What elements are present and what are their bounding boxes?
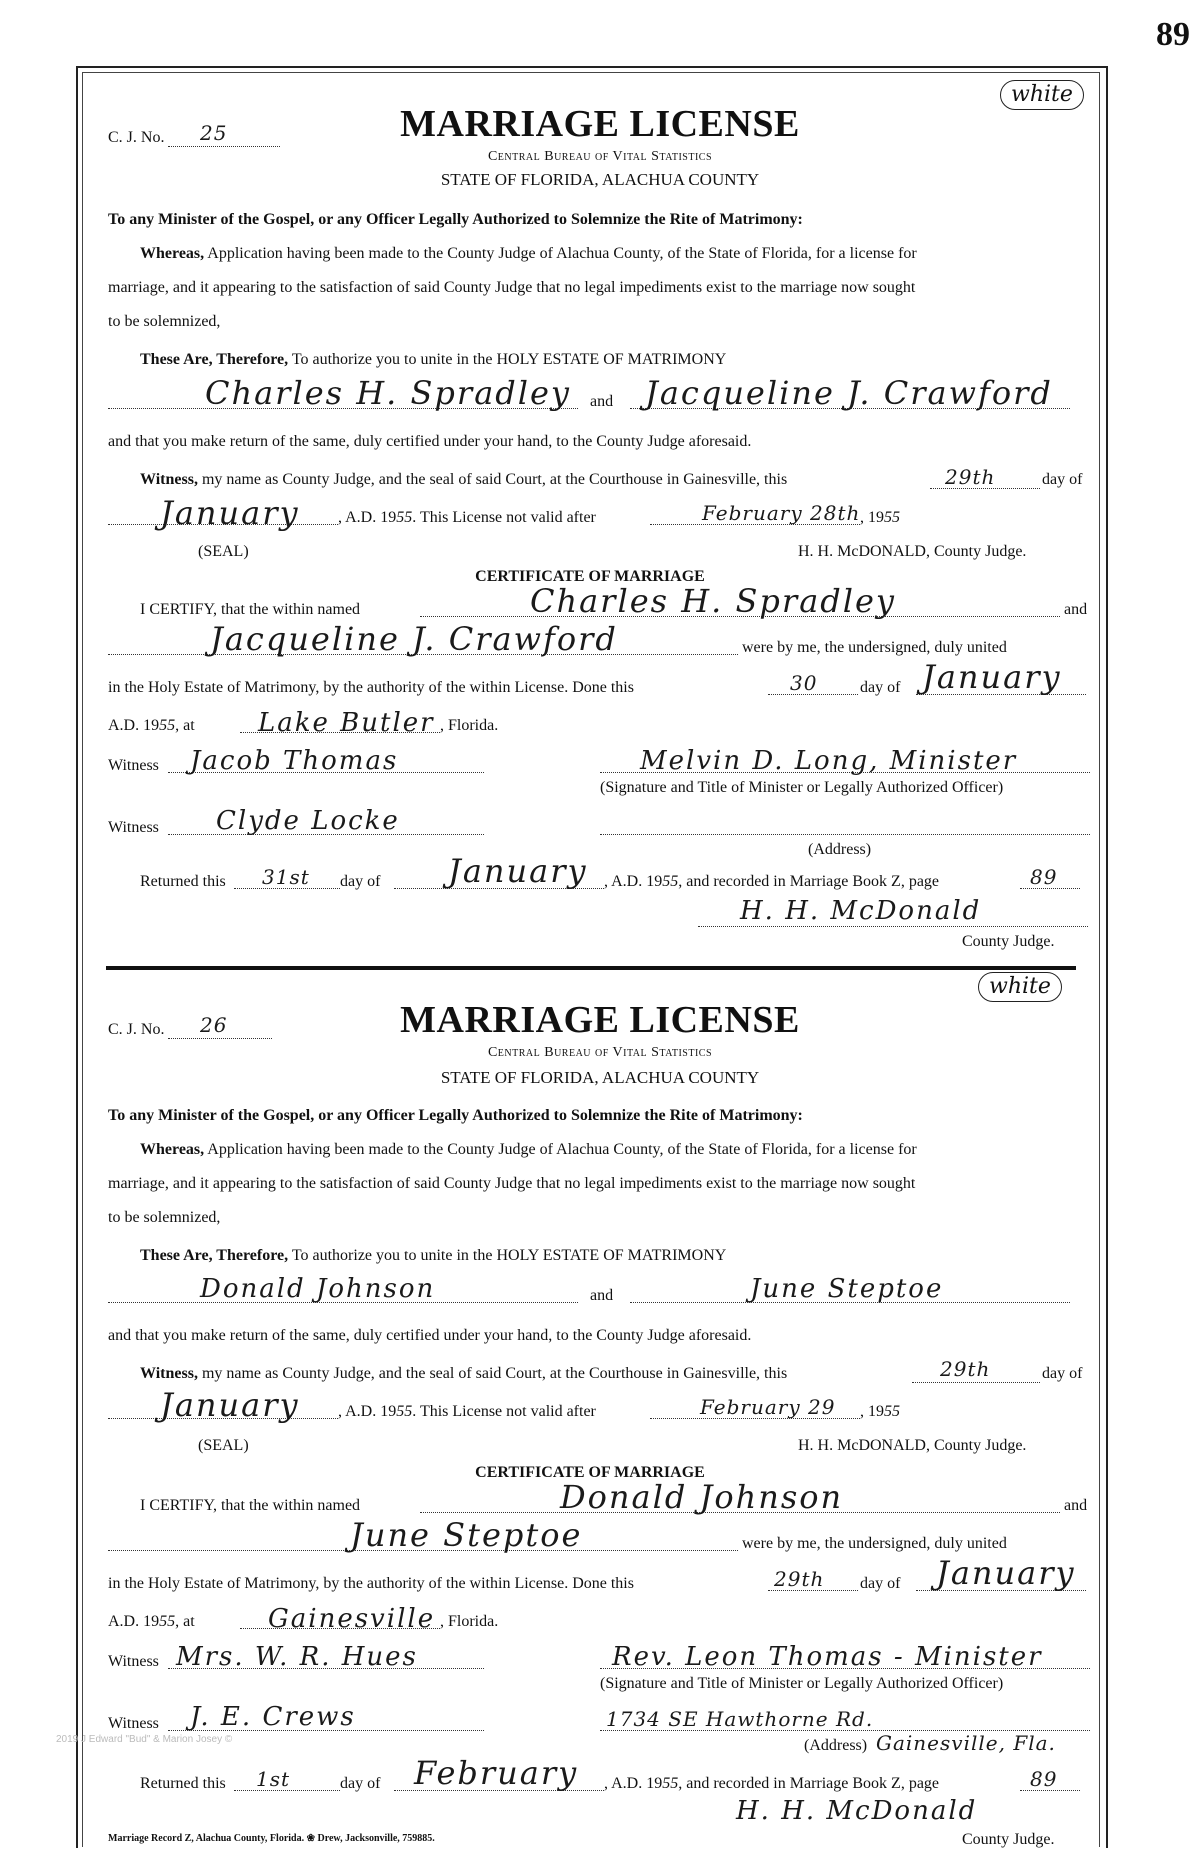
- whereas-line-3: to be solemnized,: [108, 313, 221, 330]
- whereas-bold: Whereas,: [140, 1141, 205, 1158]
- bride-name: Jacqueline J. Crawford: [645, 374, 1053, 412]
- signature-caption: (Signature and Title of Minister or Legally Authorized Officer): [600, 1675, 1004, 1692]
- these-are-bold: These Are, Therefore,: [140, 1247, 289, 1264]
- address-caption: (Address): [804, 1737, 868, 1754]
- judge-name: H. H. McDONALD, County Judge.: [798, 543, 1027, 560]
- recorded-row: [604, 872, 939, 892]
- cert-and-word: and: [1064, 601, 1088, 618]
- license-year-row: [338, 508, 596, 528]
- whereas-bold: Whereas,: [140, 245, 205, 262]
- day-of-label: day of: [1042, 1365, 1083, 1382]
- book-page: 89: [1030, 865, 1058, 889]
- cert-groom-name: Charles H. Spradley: [530, 582, 896, 620]
- florida-label: , Florida.: [440, 1613, 499, 1630]
- returned-month: February: [414, 1754, 579, 1792]
- signature-caption: (Signature and Title of Minister or Legally Authorized Officer): [600, 779, 1004, 796]
- done-day-of-label: day of: [860, 1575, 901, 1592]
- were-by-label: were by me, the undersigned, duly united: [742, 639, 1007, 656]
- these-are-text: To authorize you to unite in the HOLY ESTATE OF MATRIMONY: [291, 1247, 727, 1264]
- holy-estate-label: in the Holy Estate of Matrimony, by the authority of the within License. Done this: [108, 1575, 634, 1592]
- license-year-row: [338, 1402, 596, 1422]
- returned-ad-label: , A.D. 19: [604, 1775, 663, 1792]
- certify-label: I CERTIFY, that the within named: [140, 601, 361, 618]
- day-of-label: day of: [1042, 471, 1083, 488]
- license-title: MARRIAGE LICENSE: [400, 103, 800, 145]
- ad-label: , A.D. 19: [338, 509, 397, 526]
- county-judge-label: County Judge.: [962, 1831, 1055, 1848]
- witness-text: my name as County Judge, and the seal of said Court, at the Courthouse in Gainesville, this: [201, 471, 788, 488]
- officiant-address-line: [600, 834, 1090, 835]
- officiant-address: 1734 SE Hawthorne Rd.: [606, 1707, 874, 1731]
- returned-day-of: day of: [340, 873, 381, 890]
- whereas-text-1: Application having been made to the County Judge of Alachua County, of the State of Florida, for a license for: [207, 1141, 917, 1158]
- cj-number-line: [168, 146, 280, 147]
- license-year: 55: [396, 1403, 413, 1420]
- bureau-name: Central Bureau of Vital Statistics: [487, 149, 713, 164]
- license-day-line: [912, 1382, 1040, 1383]
- witness-issue-line: [140, 1364, 787, 1384]
- witness-issue-line: [140, 470, 1070, 490]
- state-county: STATE OF FLORIDA, ALACHUA COUNTY: [440, 1068, 760, 1087]
- race-tag: white: [978, 972, 1062, 1002]
- cert-bride-name: Jacqueline J. Crawford: [210, 620, 618, 658]
- bureau-name: Central Bureau of Vital Statistics: [487, 1045, 713, 1060]
- done-year: 55: [159, 1613, 176, 1630]
- return-line: and that you make return of the same, duly certified under your hand, to the County Judge aforesaid.: [108, 1327, 752, 1344]
- expiry-date: February 29: [700, 1395, 836, 1419]
- return-line: and that you make return of the same, duly certified under your hand, to the County Judge aforesaid.: [108, 433, 752, 450]
- license-divider: [106, 966, 1076, 970]
- expiry-year: 55: [884, 1403, 900, 1420]
- done-year-label: [108, 1612, 195, 1632]
- these-are-line: [140, 350, 726, 370]
- expiry-date: February 28th: [702, 501, 861, 525]
- license-month: January: [160, 494, 300, 532]
- returned-day: 31st: [262, 865, 310, 889]
- expiry-year: 55: [884, 509, 900, 526]
- judge-signature: H. H. McDonald: [736, 1796, 978, 1826]
- whereas-line-1: [140, 1140, 917, 1160]
- cj-number-line: [168, 1038, 272, 1039]
- witness1-name: Jacob Thomas: [190, 746, 399, 776]
- these-are-bold: These Are, Therefore,: [140, 351, 289, 368]
- recorded-row: [604, 1774, 939, 1794]
- officiant-city: Gainesville, Fla.: [876, 1731, 1056, 1755]
- cert-and-word: and: [1064, 1497, 1088, 1514]
- returned-ad-label: , A.D. 19: [604, 873, 663, 890]
- and-word: and: [590, 393, 614, 410]
- witness2-label: Witness: [108, 1715, 159, 1732]
- groom-name: Charles H. Spradley: [205, 374, 571, 412]
- license-day: 29th: [940, 1357, 991, 1381]
- returned-label: Returned this: [140, 1775, 226, 1792]
- ad-19-label: A.D. 19: [108, 1613, 160, 1630]
- witness-text: my name as County Judge, and the seal of said Court, at the Courthouse in Gainesville, this: [201, 1365, 788, 1382]
- witness1-label: Witness: [108, 757, 159, 774]
- done-day: 30: [790, 671, 818, 695]
- at-label: , at: [175, 717, 195, 734]
- race-tag: white: [1000, 80, 1084, 110]
- done-month: January: [922, 658, 1062, 696]
- certificate-title: CERTIFICATE OF MARRIAGE: [475, 1464, 705, 1481]
- cert-groom-name: Donald Johnson: [560, 1478, 844, 1516]
- address-line: To any Minister of the Gospel, or any Officer Legally Authorized to Solemnize the Rite of Matrimony:: [108, 1107, 803, 1124]
- license-day: 29th: [945, 465, 996, 489]
- whereas-line-3: to be solemnized,: [108, 1209, 221, 1226]
- license-month: January: [160, 1386, 300, 1424]
- marriage-place: Gainesville: [268, 1604, 436, 1634]
- returned-year: 55: [662, 873, 679, 890]
- done-year: 55: [159, 717, 176, 734]
- not-valid-label: . This License not valid after: [412, 509, 596, 526]
- ad-label: , A.D. 19: [338, 1403, 397, 1420]
- bride-name: June Steptoe: [750, 1274, 944, 1304]
- address-caption: (Address): [808, 841, 872, 858]
- groom-name: Donald Johnson: [200, 1274, 436, 1304]
- expiry-year-row: [860, 1402, 900, 1422]
- whereas-line-1: [140, 244, 917, 264]
- certificate-title: CERTIFICATE OF MARRIAGE: [475, 568, 705, 585]
- judge-signature: H. H. McDonald: [740, 896, 982, 926]
- license-year: 55: [396, 509, 413, 526]
- seal-label: (SEAL): [198, 1437, 249, 1454]
- county-judge-label: County Judge.: [962, 933, 1055, 950]
- expiry-19-label: , 19: [860, 1403, 884, 1420]
- ad-19-label: A.D. 19: [108, 717, 160, 734]
- cert-bride-name: June Steptoe: [350, 1516, 583, 1554]
- certify-label: I CERTIFY, that the within named: [140, 1497, 361, 1514]
- expiry-year-row: [860, 508, 900, 528]
- done-month: January: [936, 1554, 1076, 1592]
- done-day-of-label: day of: [860, 679, 901, 696]
- whereas-line-2: marriage, and it appearing to the satisfaction of said County Judge that no legal impediments exist to the marriage now sought: [108, 1175, 916, 1192]
- judge-signature-line: [698, 926, 1088, 927]
- witness2-name: J. E. Crews: [190, 1702, 356, 1732]
- license-title: MARRIAGE LICENSE: [400, 999, 800, 1041]
- copyright-watermark: 2019 J Edward "Bud" & Marion Josey ©: [56, 1734, 233, 1745]
- recorded-text: , and recorded in Marriage Book Z, page: [678, 1775, 940, 1792]
- state-county: STATE OF FLORIDA, ALACHUA COUNTY: [440, 170, 760, 189]
- whereas-text-1: Application having been made to the County Judge of Alachua County, of the State of Florida, for a license for: [207, 245, 917, 262]
- witness-bold: Witness,: [140, 1365, 198, 1382]
- done-day: 29th: [774, 1567, 825, 1591]
- witness1-name: Mrs. W. R. Hues: [176, 1642, 418, 1672]
- expiry-19-label: , 19: [860, 509, 884, 526]
- witness2-name: Clyde Locke: [216, 806, 400, 836]
- returned-day: 1st: [256, 1767, 291, 1791]
- cj-number: 26: [200, 1013, 228, 1037]
- officiant-signature: Melvin D. Long, Minister: [640, 746, 1018, 776]
- these-are-line: [140, 1246, 726, 1266]
- page-number: 89: [1156, 16, 1190, 53]
- not-valid-label: . This License not valid after: [412, 1403, 596, 1420]
- holy-estate-label: in the Holy Estate of Matrimony, by the authority of the within License. Done this: [108, 679, 634, 696]
- returned-month: January: [448, 852, 588, 890]
- were-by-label: were by me, the undersigned, duly united: [742, 1535, 1007, 1552]
- returned-label: Returned this: [140, 873, 226, 890]
- and-word: and: [590, 1287, 614, 1304]
- record-footer: Marriage Record Z, Alachua County, Florida. ❀ Drew, Jacksonville, 759885.: [108, 1833, 435, 1844]
- officiant-signature: Rev. Leon Thomas - Minister: [612, 1642, 1043, 1672]
- recorded-text: , and recorded in Marriage Book Z, page: [678, 873, 940, 890]
- done-year-label: [108, 716, 195, 736]
- returned-day-of: day of: [340, 1775, 381, 1792]
- cj-number: 25: [200, 121, 228, 145]
- seal-label: (SEAL): [198, 543, 249, 560]
- cj-number-label: C. J. No.: [108, 129, 165, 146]
- at-label: , at: [175, 1613, 195, 1630]
- these-are-text: To authorize you to unite in the HOLY ESTATE OF MATRIMONY: [291, 351, 727, 368]
- address-line: To any Minister of the Gospel, or any Officer Legally Authorized to Solemnize the Rite of Matrimony:: [108, 211, 803, 228]
- witness1-label: Witness: [108, 1653, 159, 1670]
- returned-year: 55: [662, 1775, 679, 1792]
- judge-name: H. H. McDONALD, County Judge.: [798, 1437, 1027, 1454]
- marriage-place: Lake Butler: [258, 708, 435, 738]
- witness2-label: Witness: [108, 819, 159, 836]
- witness-bold: Witness,: [140, 471, 198, 488]
- whereas-line-2: marriage, and it appearing to the satisfaction of said County Judge that no legal impediments exist to the marriage now sought: [108, 279, 916, 296]
- cj-number-label: C. J. No.: [108, 1021, 165, 1038]
- book-page: 89: [1030, 1767, 1058, 1791]
- florida-label: , Florida.: [440, 717, 499, 734]
